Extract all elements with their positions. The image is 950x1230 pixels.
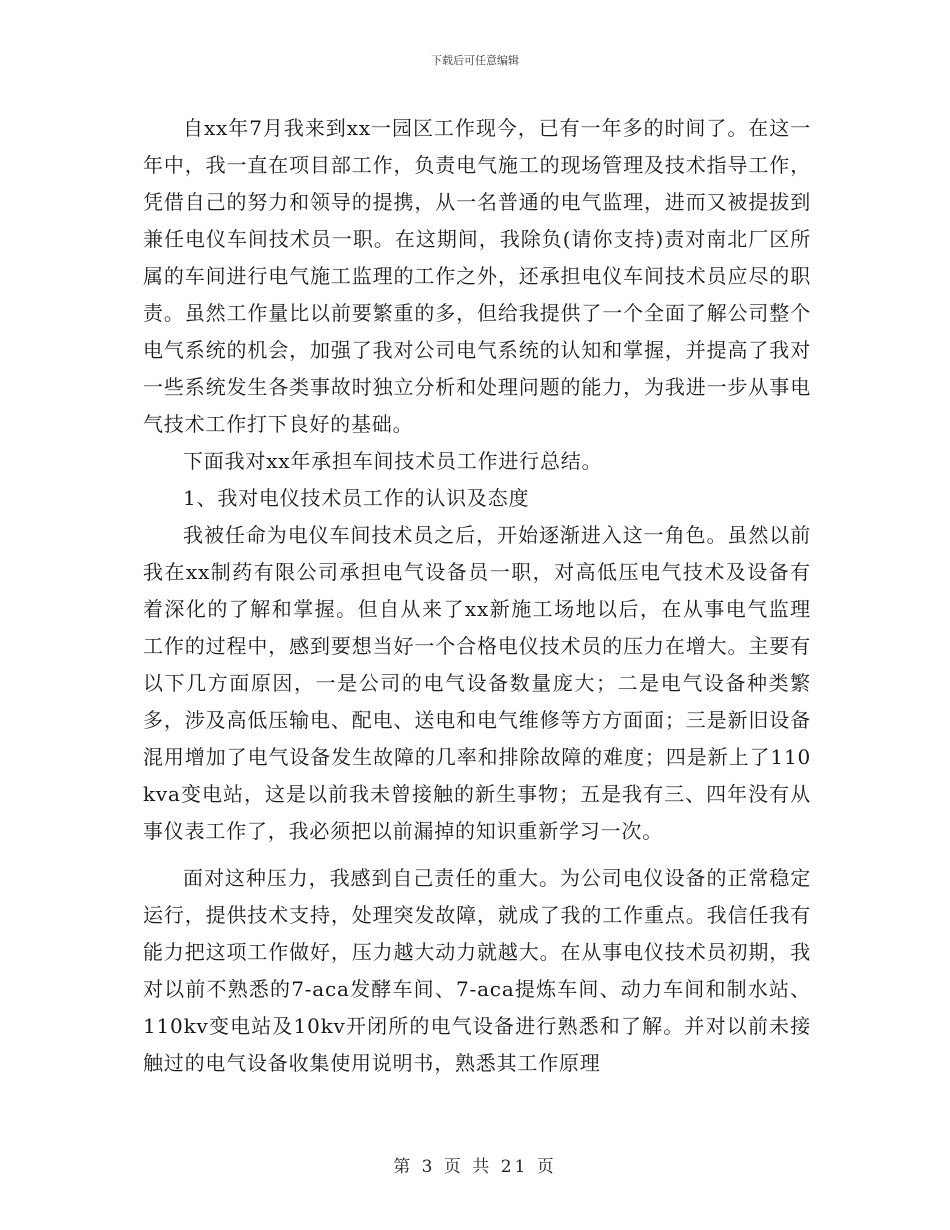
paragraph-pressure: 面对这种压力，我感到自己责任的重大。为公司电仪设备的正常稳定运行，提供技术支持，处理突发故障，就成了我的工作重点。我信任我有能力把这项工作做好，压力越大动力就越大。在从事电仪技术员初期，我对以前不熟悉的7-aca发酵车间、7-aca提炼车间、动力车间和制水站、110kv变电站及10kv开闭所的电气设备进行熟悉和了解。并对以前未接触过的电气设备收集使用说明书，熟悉其工作原理 <box>143 866 811 1075</box>
paragraph-role: 我被任命为电仪车间技术员之后，开始逐渐进入这一角色。虽然以前我在xx制药有限公司承担电气设备员一职，对高低压电气技术及设备有着深化的了解和掌握。但自从来了xx新施工场地以后，在从事电气监理工作的过程中，感到要想当好一个合格电仪技术员的压力在增大。主要有以下几方面原因，一是公司的电气设备数量庞大；二是电气设备种类繁多，涉及高低压输电、配电、送电和电气维修等方方面面；三是新旧设备混用增加了电气设备发生故障的几率和排除故障的难度；四是新上了110kva变电站，这是以前我未曾接触的新生事物；五是我有三、四年没有从事仪表工作了，我必须把以前漏掉的知识重新学习一次。 <box>143 523 811 843</box>
page-number: 第 3 页 共 21 页 <box>393 1157 557 1177</box>
document-body <box>143 110 811 1082</box>
page-header: 下载后可任意编辑 <box>431 54 519 67</box>
paragraph-intro: 自xx年7月我来到xx一园区工作现今，已有一年多的时间了。在这一年中，我一直在项目部工作，负责电气施工的现场管理及技术指导工作，凭借自己的努力和领导的提携，从一名普通的电气监理，进而又被提拔到兼任电仪车间技术员一职。在这期间，我除负(请你支持)责对南北厂区所属的车间进行电气施工监理的工作之外，还承担电仪车间技术员应尽的职责。虽然工作量比以前要繁重的多，但给我提供了一个全面了解公司整个电气系统的机会，加强了我对公司电气系统的认知和掌握，并提高了我对一些系统发生各类事故时独立分析和处理问题的能力，为我进一步从事电气技术工作打下良好的基础。 <box>143 116 811 436</box>
paragraph-summary-lead: 下面我对xx年承担车间技术员工作进行总结。 <box>183 449 603 473</box>
section-heading-1: 1、我对电仪技术员工作的认识及态度 <box>183 486 530 510</box>
